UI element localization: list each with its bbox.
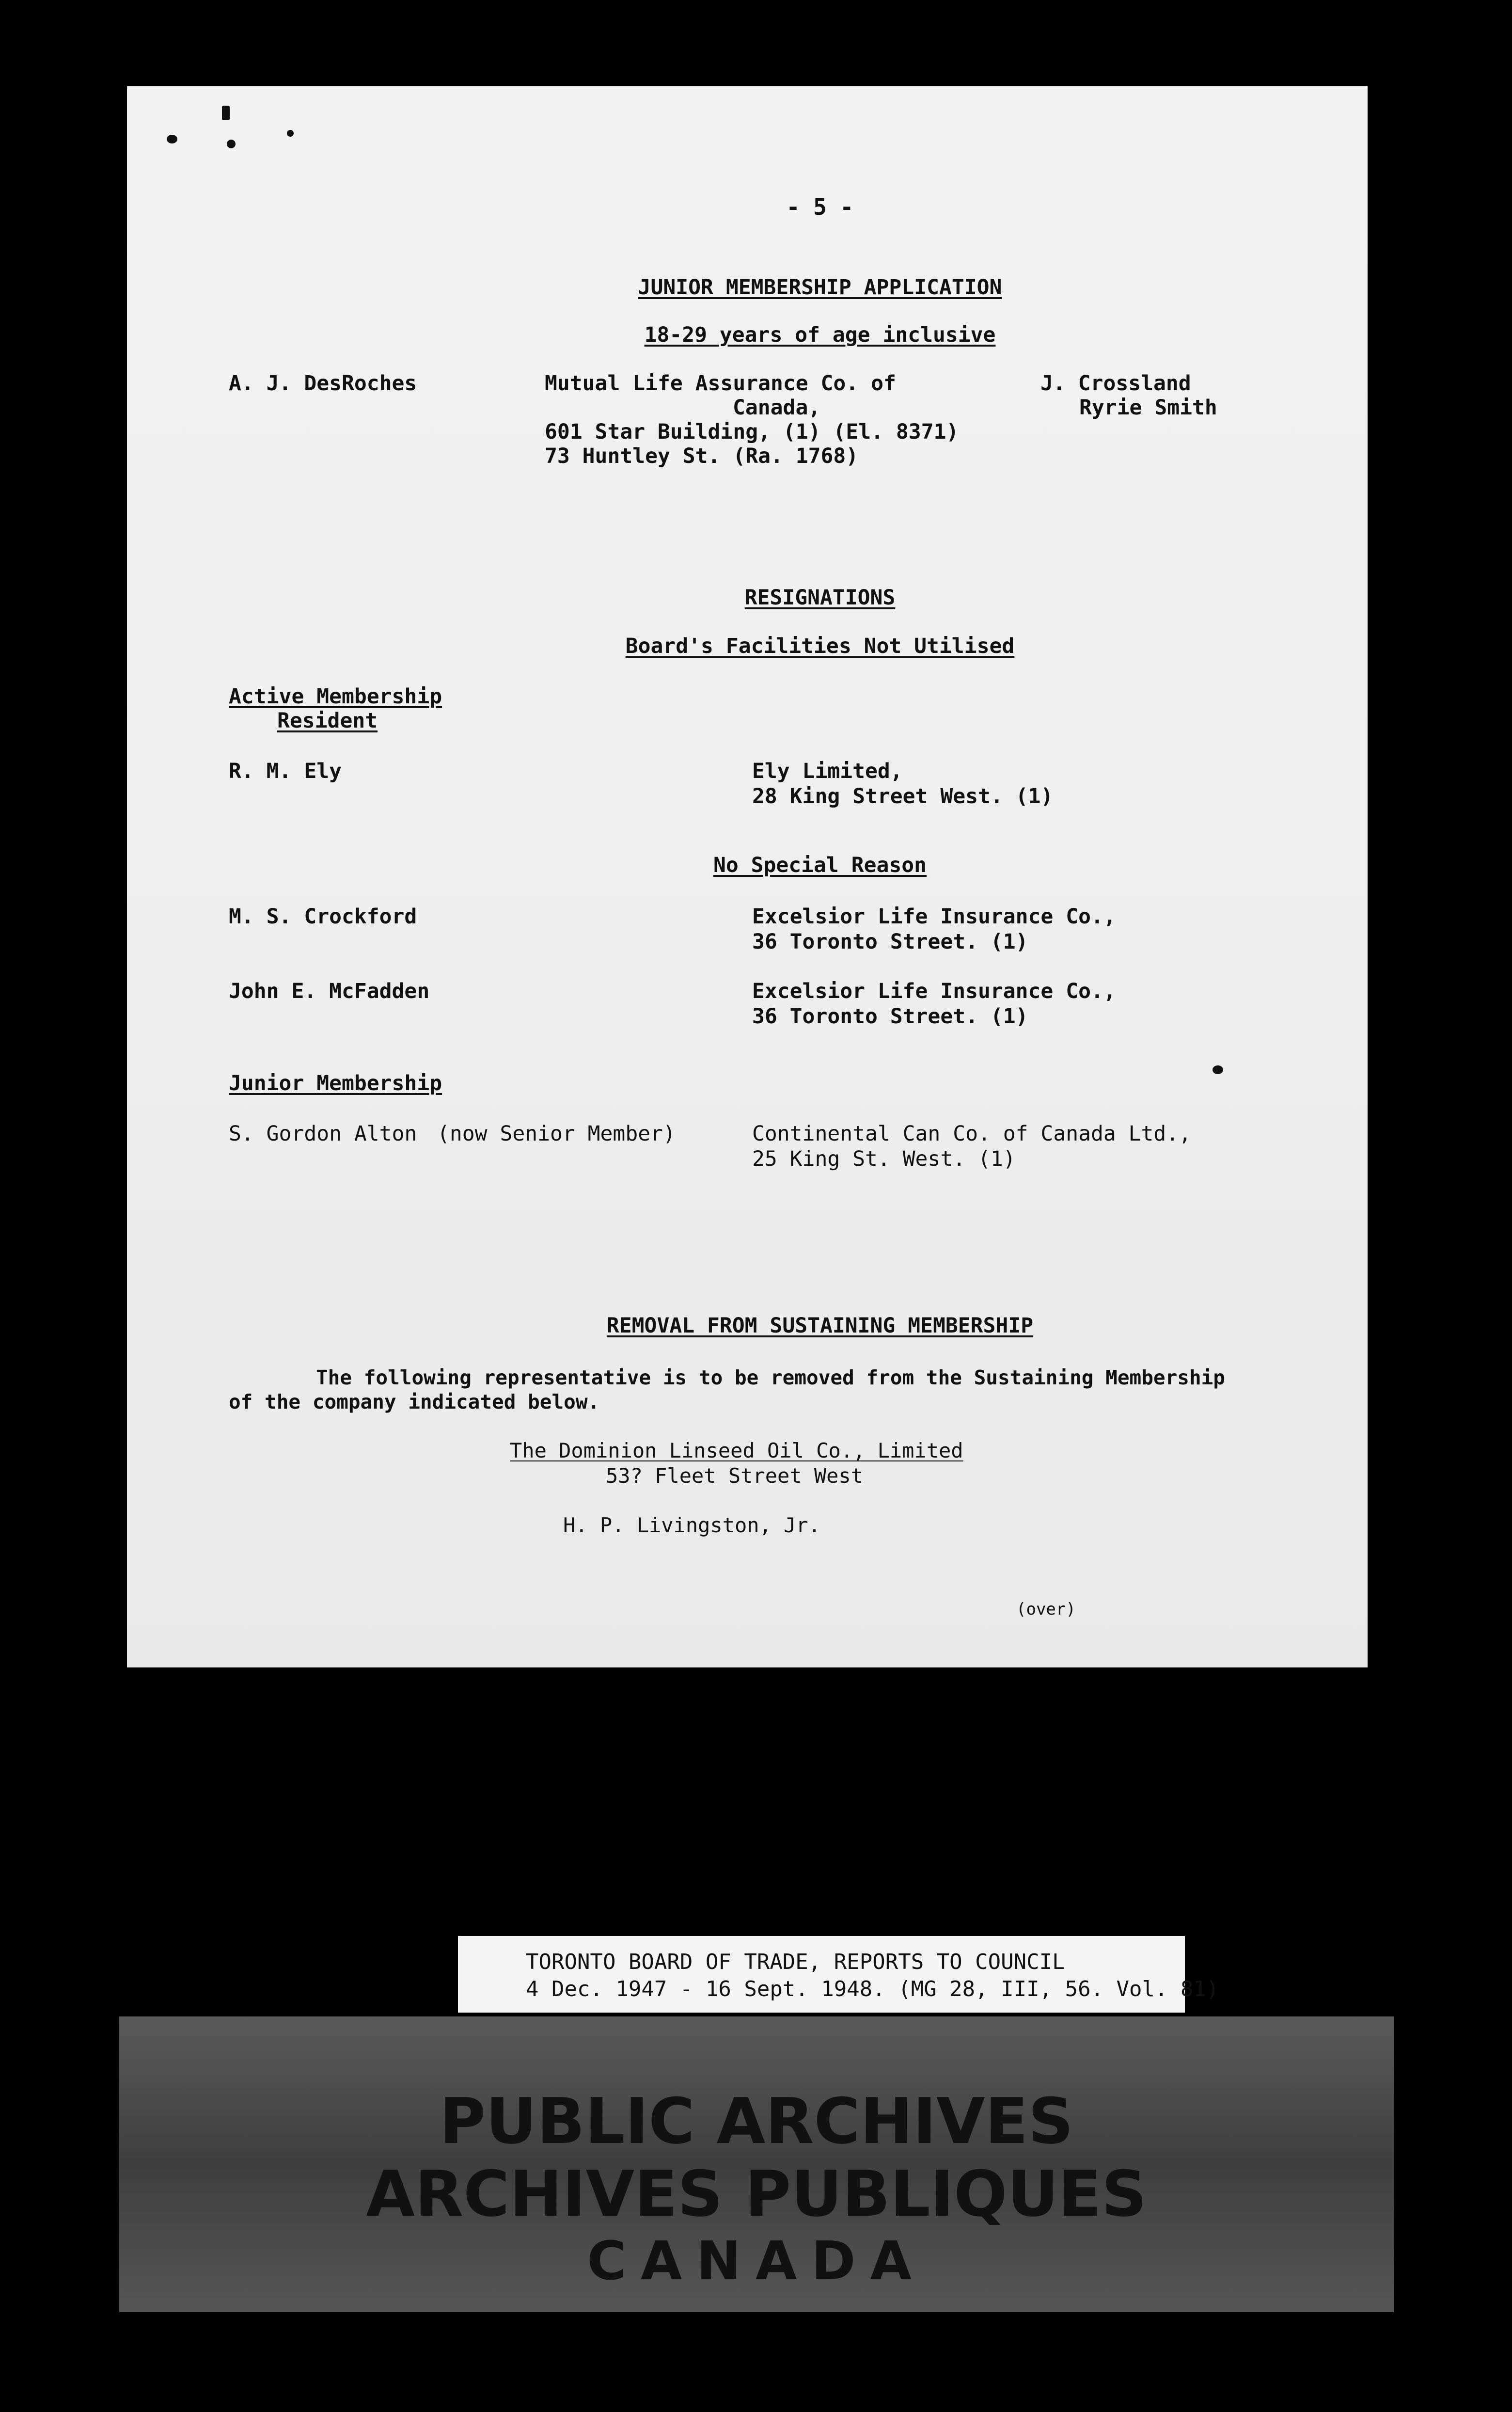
alton-address: 25 King St. West. (1) <box>752 1147 1016 1171</box>
sponsor-2: Ryrie Smith <box>1079 396 1217 420</box>
removal-company: The Dominion Linseed Oil Co., Limited <box>510 1439 963 1462</box>
removal-person: H. P. Livingston, Jr. <box>563 1513 821 1537</box>
crockford-company: Excelsior Life Insurance Co., <box>752 904 1116 929</box>
applicant-address1: 601 Star Building, (1) (El. 8371) <box>545 420 959 444</box>
alton-company: Continental Can Co. of Canada Ltd., <box>752 1122 1192 1146</box>
applicant-company-line2: Canada, <box>733 396 821 420</box>
mcfadden-name: John E. McFadden <box>229 979 430 1003</box>
archive-stamp <box>119 2016 1394 2312</box>
ink-speck <box>222 106 230 120</box>
applicant-company-line1: Mutual Life Assurance Co. of <box>545 371 896 396</box>
page-number: - 5 - <box>786 194 854 220</box>
resignations-heading: RESIGNATIONS <box>744 586 896 610</box>
resident-heading: Resident <box>277 709 378 733</box>
alton-name: S. Gordon Alton <box>229 1122 417 1146</box>
sponsor-1: J. Crossland <box>1040 371 1191 396</box>
ely-name: R. M. Ely <box>229 759 342 783</box>
removal-heading: REMOVAL FROM SUSTAINING MEMBERSHIP <box>606 1314 1034 1338</box>
applicant-address2: 73 Huntley St. (Ra. 1768) <box>545 444 859 468</box>
archive-stamp-line1: PUBLIC ARCHIVES <box>439 2084 1074 2158</box>
removal-paragraph-line1: The following representative is to be removed from the Sustaining Membership <box>316 1366 1225 1389</box>
ink-speck <box>167 135 177 143</box>
active-membership-heading: Active Membership <box>229 684 442 709</box>
crockford-address: 36 Toronto Street. (1) <box>752 930 1028 954</box>
ink-speck <box>287 130 294 137</box>
ink-speck <box>1213 1065 1223 1074</box>
junior-membership-heading: Junior Membership <box>229 1071 442 1095</box>
archive-label-line1: TORONTO BOARD OF TRADE, REPORTS TO COUNCIL <box>526 1950 1065 1974</box>
no-special-reason-heading: No Special Reason <box>713 853 927 877</box>
archive-stamp-line2: ARCHIVES PUBLIQUES <box>366 2157 1147 2231</box>
ely-address: 28 King Street West. (1) <box>752 784 1054 809</box>
mcfadden-address: 36 Toronto Street. (1) <box>752 1004 1028 1029</box>
archive-stamp-line3: CANADA <box>587 2230 926 2292</box>
alton-note: (now Senior Member) <box>437 1122 676 1146</box>
over-note: (over) <box>1016 1600 1076 1619</box>
archive-label-line2: 4 Dec. 1947 - 16 Sept. 1948. (MG 28, III, 56. Vol. 81) <box>526 1977 1219 2001</box>
removal-address: 53? Fleet Street West <box>606 1464 864 1488</box>
crockford-name: M. S. Crockford <box>229 904 417 929</box>
facilities-heading: Board's Facilities Not Utilised <box>625 634 1015 658</box>
removal-paragraph-line2: of the company indicated below. <box>229 1390 600 1413</box>
junior-application-heading: JUNIOR MEMBERSHIP APPLICATION <box>638 275 1002 300</box>
archive-label <box>458 1936 1219 2013</box>
junior-age-subheading: 18-29 years of age inclusive <box>644 323 996 347</box>
ely-company: Ely Limited, <box>752 759 903 783</box>
mcfadden-company: Excelsior Life Insurance Co., <box>752 979 1116 1003</box>
applicant-name: A. J. DesRoches <box>229 371 417 396</box>
ink-speck <box>227 140 236 148</box>
document-page <box>127 86 1368 1667</box>
